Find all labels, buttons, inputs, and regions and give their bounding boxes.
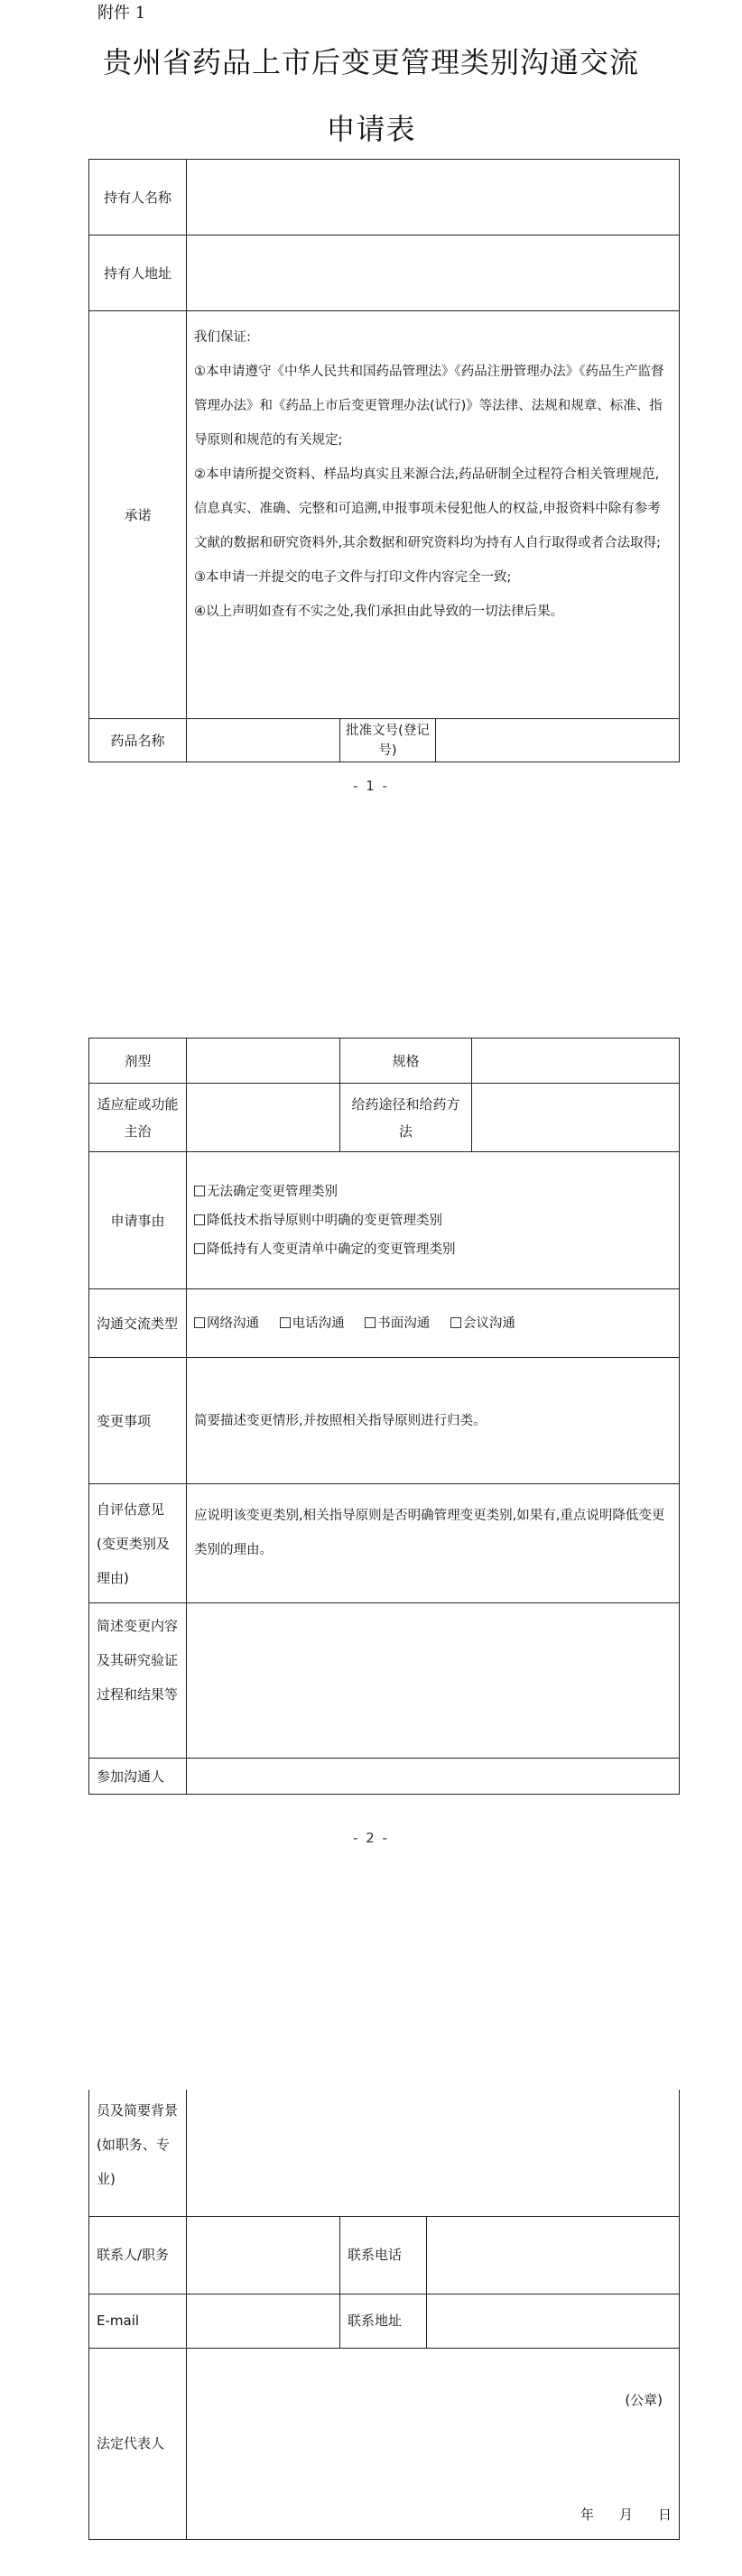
phone-label: 联系电话 bbox=[340, 2216, 427, 2294]
page-title-line2: 申请表 bbox=[326, 112, 416, 146]
comm-type-options bbox=[187, 1289, 680, 1358]
promise-line: 我们保证: bbox=[194, 330, 251, 345]
checkbox-icon[interactable] bbox=[280, 1317, 291, 1328]
drug-name-label: 药品名称 bbox=[89, 719, 187, 762]
promise-label: 承诺 bbox=[89, 311, 187, 719]
contact-field[interactable] bbox=[187, 2216, 340, 2294]
holder-address-field[interactable] bbox=[187, 235, 680, 311]
spec-label: 规格 bbox=[340, 1039, 472, 1084]
holder-name-label: 持有人名称 bbox=[89, 160, 187, 235]
promise-line: ④以上声明如查有不实之处,我们承担由此导致的一切法律后果。 bbox=[194, 605, 564, 619]
approval-number-field[interactable] bbox=[436, 719, 680, 762]
promise-line: ①本申请遵守《中华人民共和国药品管理法》《药品注册管理办法》《药品生产监督管理办法》和《药品上市后变更管理办法(试行)》等法律、法规和规章、标准、指导原则和规范的有关规定; bbox=[194, 365, 664, 448]
promise-text bbox=[187, 311, 680, 719]
spec-field[interactable] bbox=[472, 1039, 680, 1084]
promise-line: ③本申请一并提交的电子文件与打印文件内容完全一致; bbox=[194, 570, 512, 585]
holder-name-field[interactable] bbox=[187, 160, 680, 235]
participants-background-field[interactable] bbox=[187, 2090, 680, 2216]
contact-label: 联系人/职务 bbox=[89, 2216, 187, 2294]
checkbox-icon[interactable] bbox=[450, 1317, 461, 1328]
participants-label: 参加沟通人 bbox=[89, 1759, 187, 1795]
comm-option-phone[interactable]: 电话沟通 bbox=[280, 1314, 345, 1334]
summary-field[interactable] bbox=[187, 1603, 680, 1759]
change-item-text[interactable]: 简要描述变更情形,并按照相关指导原则进行归类。 bbox=[187, 1358, 680, 1484]
legal-rep-field[interactable] bbox=[187, 2348, 680, 2539]
comm-option-written[interactable]: 书面沟通 bbox=[365, 1314, 430, 1334]
self-eval-label: 自评估意见(变更类别及理由) bbox=[89, 1484, 187, 1603]
application-option[interactable]: 降低技术指导原则中明确的变更管理类别 bbox=[194, 1211, 672, 1231]
page-title: 贵州省药品上市后变更管理类别沟通交流 bbox=[102, 45, 639, 79]
holder-address-label: 持有人地址 bbox=[89, 235, 187, 311]
page-number: - 2 - bbox=[353, 1830, 389, 1846]
participants-field[interactable] bbox=[187, 1759, 680, 1795]
indication-field[interactable] bbox=[187, 1084, 340, 1152]
form-table-page1 bbox=[88, 159, 680, 762]
attachment-label: 附件 1 bbox=[97, 4, 146, 23]
summary-label: 简述变更内容及其研究验证过程和结果等 bbox=[89, 1603, 187, 1759]
email-label: E-mail bbox=[89, 2294, 187, 2348]
approval-number-label: 批准文号(登记号) bbox=[340, 719, 436, 762]
comm-option-online[interactable]: 网络沟通 bbox=[194, 1314, 259, 1334]
comm-type-label: 沟通交流类型 bbox=[89, 1289, 187, 1358]
participants-background-label: 员及简要背景(如职务、专业) bbox=[89, 2090, 187, 2216]
legal-rep-label: 法定代表人 bbox=[89, 2348, 187, 2539]
promise-line: ②本申请所提交资料、样品均真实且来源合法,药品研制全过程符合相关管理规范,信息真实、准确、完整和可追溯,申报事项未侵犯他人的权益,申报资料中除有参考文献的数据和研究资料外,其余数据和研究资料均为持有人自行取得或者合法取得; bbox=[194, 467, 661, 550]
address-field[interactable] bbox=[427, 2294, 680, 2348]
self-eval-text[interactable]: 应说明该变更类别,相关指导原则是否明确管理变更类别,如果有,重点说明降低变更类别的理由。 bbox=[187, 1484, 680, 1603]
change-item-label: 变更事项 bbox=[89, 1358, 187, 1484]
dosage-form-field[interactable] bbox=[187, 1039, 340, 1084]
checkbox-icon[interactable] bbox=[365, 1317, 376, 1328]
comm-option-meeting[interactable]: 会议沟通 bbox=[450, 1314, 515, 1334]
checkbox-icon[interactable] bbox=[194, 1214, 205, 1225]
address-label: 联系地址 bbox=[340, 2294, 427, 2348]
seal-label: (公章) bbox=[625, 2391, 663, 2408]
application-option[interactable]: 降低持有人变更清单中确定的变更管理类别 bbox=[194, 1240, 672, 1260]
date-line: 年 月 日 bbox=[580, 2506, 672, 2523]
form-table-page3 bbox=[88, 2090, 680, 2540]
page-number: - 1 - bbox=[353, 778, 389, 794]
drug-name-field[interactable] bbox=[187, 719, 340, 762]
application-options bbox=[187, 1152, 680, 1289]
application-reason-label: 申请事由 bbox=[89, 1152, 187, 1289]
form-table-page2 bbox=[88, 1038, 680, 1795]
checkbox-icon[interactable] bbox=[194, 1243, 205, 1254]
route-field[interactable] bbox=[472, 1084, 680, 1152]
application-option[interactable]: 无法确定变更管理类别 bbox=[194, 1182, 672, 1202]
checkbox-icon[interactable] bbox=[194, 1186, 205, 1196]
phone-field[interactable] bbox=[427, 2216, 680, 2294]
route-label: 给药途径和给药方法 bbox=[340, 1084, 472, 1152]
indication-label: 适应症或功能主治 bbox=[89, 1084, 187, 1152]
dosage-form-label: 剂型 bbox=[89, 1039, 187, 1084]
checkbox-icon[interactable] bbox=[194, 1317, 205, 1328]
email-field[interactable] bbox=[187, 2294, 340, 2348]
